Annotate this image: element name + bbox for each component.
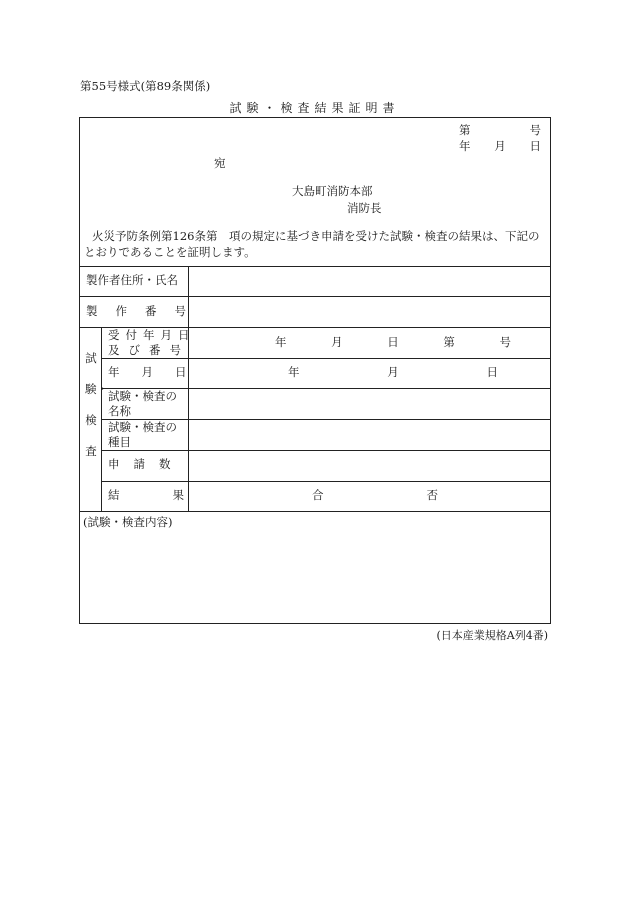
certificate-number-suffix: 号 (529, 123, 541, 137)
row-divider (101, 358, 550, 359)
row-divider (80, 511, 550, 512)
serial-number-label (86, 304, 204, 318)
column-divider (188, 266, 189, 511)
test-date-label (108, 365, 209, 379)
paper-size-note: (日本産業規格A列4番) (436, 629, 548, 642)
test-type-label-line-2: 種目 (108, 435, 131, 449)
issue-date-row (459, 141, 541, 153)
result-fail: 否 (426, 488, 438, 502)
certificate-number-row (459, 125, 541, 137)
issuer-title: 消防長 (347, 201, 382, 215)
row-divider (80, 266, 550, 267)
result-label (108, 488, 237, 502)
row-divider (80, 296, 550, 297)
issue-date-month: 月 (494, 139, 506, 153)
result-pass: 合 (312, 488, 324, 502)
addressee-suffix: 宛 (214, 156, 226, 170)
test-date-value (288, 367, 498, 379)
application-count-label (108, 459, 184, 471)
receipt-label-line-2: 及び番号 (108, 343, 190, 357)
section-label-vertical (82, 343, 108, 467)
row-divider (101, 450, 550, 451)
test-name-label-line-2: 名称 (108, 404, 131, 418)
certificate-number-prefix: 第 (459, 123, 471, 137)
test-date-year: 年 (288, 365, 300, 379)
test-type-label (108, 420, 177, 450)
form-number: 第55号様式(第89条関係) (80, 79, 211, 93)
receipt-month: 月 (331, 335, 343, 349)
test-date-day: 日 (486, 365, 498, 379)
result-value (312, 490, 438, 502)
section-label-text: 試験・検査 (85, 351, 108, 458)
statement-line-2: とおりであることを証明します。 (84, 245, 256, 259)
test-date-month: 月 (387, 365, 399, 379)
test-type-label-line-1: 試験・検査の (108, 420, 177, 434)
receipt-year: 年 (275, 335, 287, 349)
receipt-label (108, 328, 196, 358)
receipt-value (275, 337, 511, 349)
receipt-number-prefix: 第 (443, 335, 455, 349)
statement-line-1: 火災予防条例第126条第 項の規定に基づき申請を受けた試験・検査の結果は、下記の (92, 229, 540, 243)
row-divider (101, 481, 550, 482)
issue-date-day: 日 (529, 139, 541, 153)
test-content-label: (試験・検査内容) (83, 515, 173, 529)
column-divider (101, 327, 102, 511)
receipt-day: 日 (387, 335, 399, 349)
test-name-label-line-1: 試験・検査の (108, 389, 177, 403)
maker-address-name-label: 製作者住所・氏名 (86, 273, 178, 287)
receipt-label-line-1: 受付年月日 (108, 328, 196, 342)
test-name-label (108, 389, 177, 419)
document-title: 試験・検査結果証明書 (229, 101, 400, 115)
certificate-form-table (79, 117, 551, 624)
issue-date-year: 年 (459, 139, 471, 153)
issuer-organization: 大島町消防本部 (292, 184, 373, 198)
receipt-number-suffix: 号 (499, 335, 511, 349)
serial-number-text: 製作番号 (86, 304, 204, 318)
test-date-label-text: 年月日 (108, 365, 209, 379)
application-count-label-text: 申請数 (108, 457, 185, 471)
result-label-text: 結果 (108, 488, 237, 502)
